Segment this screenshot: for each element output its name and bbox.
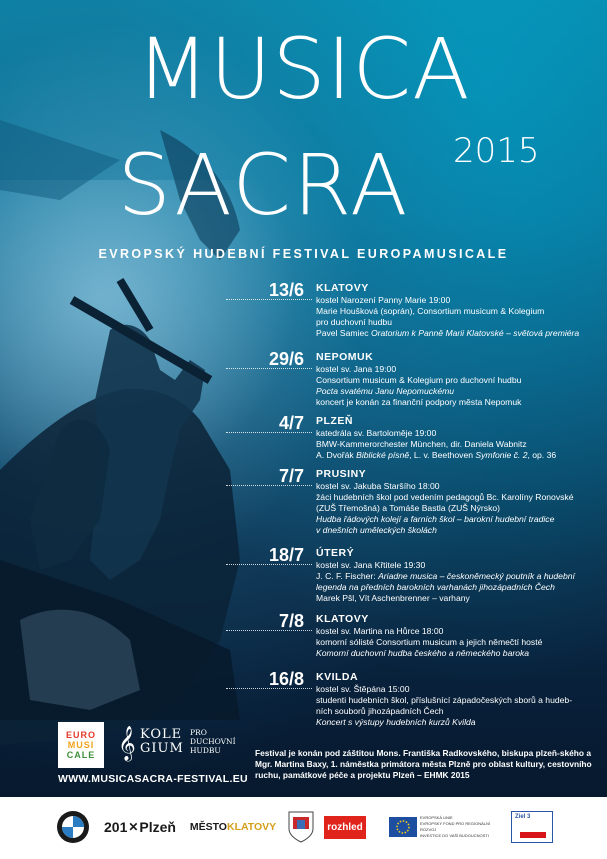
patronage-statement: Festival je konán pod záštitou Mons. Františka Radkovského, biskupa plzeň-ského a Mgr. Martina Baxy, 1. náměstka primátora města Plzně pro oblast kultury, cestovního ruchu, památkové péče a projektu Plzeň – EHMK 2015 (255, 748, 592, 780)
organizer-logos (58, 722, 248, 770)
event-performers: ních souborů jihozápadních Čech (316, 706, 444, 716)
event-date: 13/6 (268, 280, 304, 300)
event-details (316, 282, 601, 339)
date-divider (226, 564, 312, 565)
event-program: Koncert s výstupy hudebních kurzů Kvilda (316, 717, 476, 727)
event-program: legenda na předních barokních varhanách jihozápadních Čech (316, 582, 555, 592)
event-performers: Marie Houšková (soprán), Consortium musicum & Kolegium (316, 306, 545, 316)
kolegium-logo: 𝄞 KOLE GIUM PRO DUCHOVNÍ HUDBU (118, 726, 236, 761)
event-performers: BMW-Kammerorchester München, dir. Daniela Wabnitz (316, 439, 527, 449)
date-divider (226, 299, 312, 300)
date-divider (226, 432, 312, 433)
event-date: 7/8 (278, 611, 304, 631)
mesto-klatovy-logo: MĚSTO KLATOVY (189, 821, 277, 833)
event-performers: komorní sólisté Consortium musicum a jejich němečtí hosté (316, 637, 543, 647)
festival-subtitle: EVROPSKÝ HUDEBNÍ FESTIVAL EUROPAMUSICALE (98, 247, 509, 261)
event-venue: kostel Narození Panny Marie 19:00 (316, 295, 451, 305)
rozhled-logo: rozhled (324, 807, 366, 847)
event-program: Pavel Samiec Oratorium k Panně Marii Klatovské – světová premiéra (316, 328, 580, 338)
ziel3-logo: Ziel 3 (510, 807, 554, 847)
event-program: v dnešních uměleckých školách (316, 525, 437, 535)
event-performers: žáci hudebních škol pod vedením pedagogů Bc. Karolíny Ronovské (316, 492, 574, 502)
event-venue: kostel sv. Jakuba Staršího 18:00 (316, 481, 440, 491)
bmw-roundel-icon (56, 810, 90, 844)
event-date: 4/7 (278, 413, 304, 433)
event-city: KLATOVY (316, 613, 369, 625)
event-venue: katedrála sv. Bartoloměje 19:00 (316, 428, 437, 438)
city-coat-of-arms-icon (286, 807, 316, 847)
event-details (316, 415, 601, 461)
event-performers: pro duchovní hudbu (316, 317, 392, 327)
event-program: Komorní duchovní hudba českého a německého baroka (316, 648, 530, 658)
event-details (316, 671, 601, 728)
festival-website-link[interactable]: WWW.MUSICASACRA-FESTIVAL.EU (58, 773, 248, 785)
event-city: KVILDA (316, 671, 359, 683)
event-venue: kostel sv. Jana 19:00 (316, 364, 397, 374)
event-city: ÚTERÝ (316, 547, 355, 559)
event-city: NEPOMUK (316, 351, 374, 363)
event-city: KLATOVY (316, 282, 369, 294)
eu-flag-icon (389, 807, 417, 847)
event-details (316, 613, 601, 659)
event-program: A. Dvořák Biblické písně, L. v. Beethoven Symfonie č. 2, op. 36 (316, 450, 557, 460)
treble-clef-icon: 𝄞 (118, 726, 136, 761)
event-city: PRUSINY (316, 468, 367, 480)
event-performers: Consortium musicum & Kolegium pro duchovní hudbu (316, 375, 522, 385)
event-details (316, 468, 601, 536)
event-date: 7/7 (278, 466, 304, 486)
event-details (316, 547, 601, 604)
event-date: 18/7 (268, 545, 304, 565)
festival-title-line2: SACRA (117, 136, 410, 234)
date-divider (226, 688, 312, 689)
eu-fund-text: EVROPSKÁ UNIE EVROPSKÝ FOND PRO REGIONÁLNÍ ROZVOJ INVESTICE DO VAŠÍ BUDOUCNOSTI (420, 815, 491, 838)
festival-year: 2015 (453, 131, 540, 171)
event-date: 16/8 (268, 669, 304, 689)
date-divider (226, 368, 312, 369)
event-performers: Marek Pšl, Vít Aschenbrenner – varhany (316, 593, 470, 603)
event-program: Hudba řádových kolejí a farních škol – barokní hudební tradice (316, 514, 555, 524)
event-program: J. C. F. Fischer: Ariadne musica – českoněmecký poutník a hudební (316, 571, 575, 581)
event-date: 29/6 (268, 349, 304, 369)
event-venue: kostel sv. Martina na Hůrce 18:00 (316, 626, 444, 636)
event-details (316, 351, 601, 408)
plzen-2015-logo: 201 ✕ Plzeň (104, 819, 176, 835)
event-venue: kostel sv. Štěpána 15:00 (316, 684, 410, 694)
event-performers: (ZUŠ Třemošná) a Tomáše Bastla (ZUŠ Nýrsko) (316, 503, 501, 513)
date-divider (226, 630, 312, 631)
event-note: koncert je konán za finanční podpory města Nepomuk (316, 397, 522, 407)
event-venue: kostel sv. Jana Křtitele 19:30 (316, 560, 426, 570)
date-divider (226, 485, 312, 486)
event-city: PLZEŇ (316, 415, 353, 427)
sponsor-strip (0, 797, 607, 859)
europamusicale-logo: EURO MUSI CALE (58, 722, 104, 768)
event-program: Pocta svatému Janu Nepomuckému (316, 386, 455, 396)
event-performers: studenti hudebních škol, příslušnící západočeských sborů a hudeb- (316, 695, 573, 705)
bmw-logo (55, 807, 91, 847)
festival-title-line1: MUSICA (136, 20, 471, 118)
